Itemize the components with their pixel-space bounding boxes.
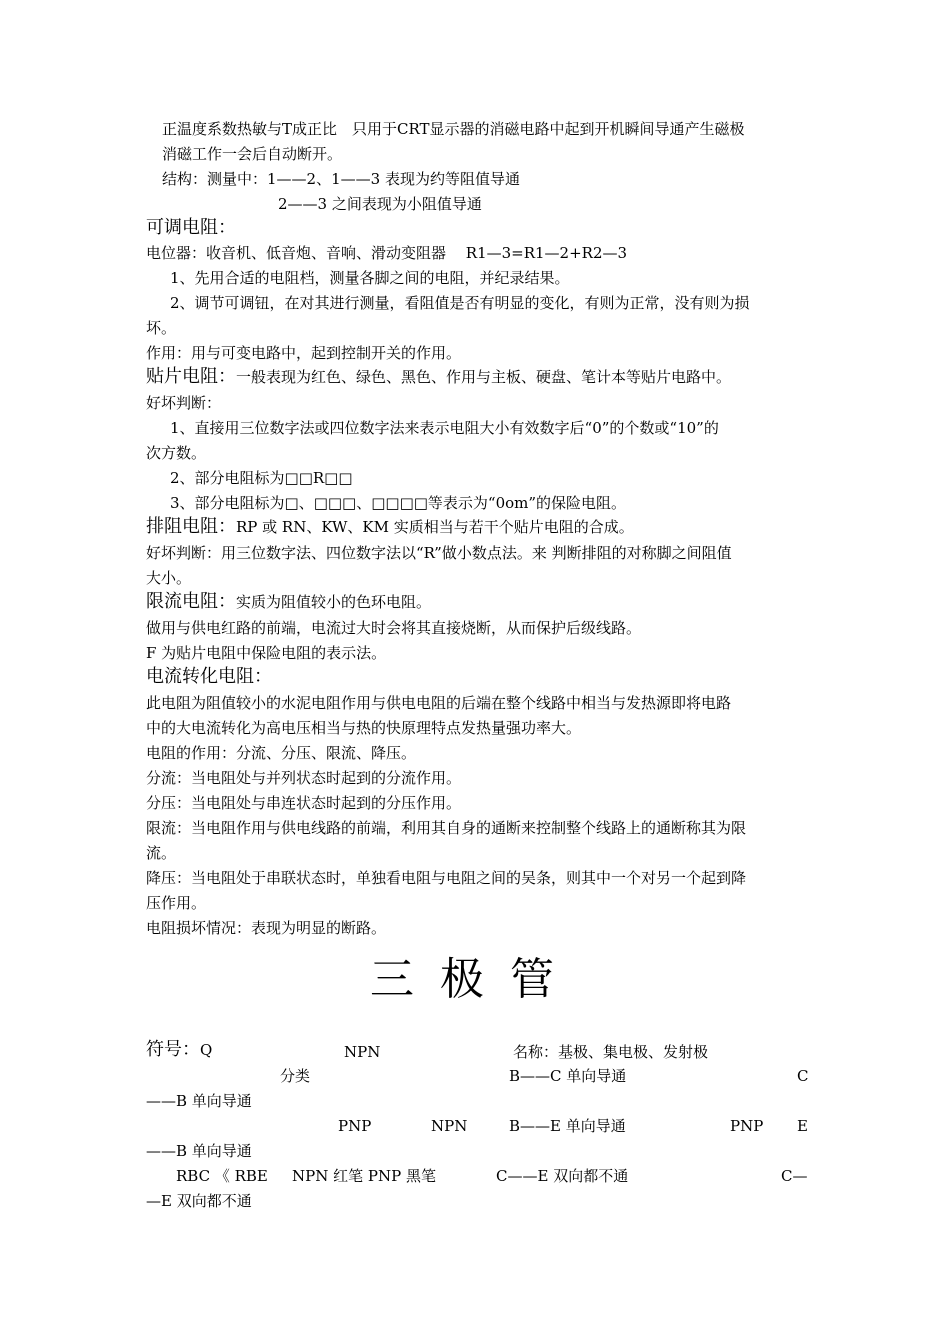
resistor-function-line: 电阻的作用：分流、分压、限流、降压。 — [146, 744, 417, 762]
ce-conduction: C——E 双向都不通 — [496, 1167, 629, 1185]
smd-resistor-line — [146, 367, 731, 387]
smd-check-2: 2、部分电阻标为□□R□□ — [170, 469, 353, 487]
limiting-usage-line: 做用与供电红路的前端，电流过大时会将其直接烧断，从而保护后级线路。 — [146, 619, 642, 637]
smd-check-label: 好坏判断： — [146, 394, 222, 412]
network-check-line: 好坏判断：用三位数字法、四位数字法以“R”做小数点法。来 判断排阻的对称脚之间阻值 — [146, 544, 732, 562]
classification-label: 分类 — [280, 1067, 311, 1085]
network-check-line-cont: 大小。 — [146, 569, 192, 587]
cb-conduction: ——B 单向导通 — [146, 1092, 252, 1110]
smd-resistor-heading: 贴片电阻： — [146, 366, 236, 387]
network-resistor-heading: 排阻电阻： — [146, 516, 236, 537]
ptc-line-1: 正温度系数热敏与T成正比 只用于CRT显示器的消磁电路中起到开机瞬间导通产生磁极 — [162, 120, 745, 138]
limiting-resistor-heading: 限流电阻： — [146, 591, 236, 612]
ec-conduction: —E 双向都不通 — [146, 1192, 252, 1210]
current-conversion-line-1: 此电阻为阻值较小的水泥电阻作用与供电电阻的后端在整个线路中相当与发热源即将电路 — [146, 694, 732, 712]
rbc-rbe-label: RBC 《 RBE — [176, 1167, 268, 1185]
ptc-structure-line-2: 2——3 之间表现为小阻值导通 — [278, 195, 482, 213]
smd-check-1-cont: 次方数。 — [146, 444, 207, 462]
c-label-2: C— — [781, 1167, 808, 1185]
potentiometer-line: 电位器：收音机、低音炮、音响、滑动变阻器 R1—3=R1—2+R2—3 — [146, 244, 628, 262]
limit-line-cont: 流。 — [146, 844, 177, 862]
step-down-line-cont: 压作用。 — [146, 894, 207, 912]
smd-resistor-desc: 一般表现为红色、绿色、黑色、作用与主板、硬盘、笔计本等贴片电路中。 — [236, 368, 732, 386]
current-conversion-line-2: 中的大电流转化为高电压相当与热的快原理特点发热量强功率大。 — [146, 719, 582, 737]
shunt-line: 分流：当电阻处与并列状态时起到的分流作用。 — [146, 769, 462, 787]
bc-conduction: B——C 单向导通 — [509, 1067, 627, 1085]
adjustable-step-1: 1、先用合适的电阻档，测量各脚之间的电阻，并纪录结果。 — [170, 269, 570, 287]
ptc-structure-line: 结构：测量中：1——2、1——3 表现为约等阻值导通 — [162, 170, 520, 188]
be-conduction: B——E 单向导通 — [509, 1117, 626, 1135]
npn-label-2: NPN — [431, 1117, 468, 1135]
section-title: 三极管 — [370, 954, 580, 1005]
pnp-label-2: PNP — [730, 1117, 764, 1135]
limiting-fuse-line: F 为贴片电阻中保险电阻的表示法。 — [146, 644, 387, 662]
network-resistor-line — [146, 517, 634, 537]
limiting-resistor-line — [146, 592, 431, 612]
test-pen-label: NPN 红笔 PNP 黑笔 — [292, 1167, 436, 1185]
c-label-1: C — [797, 1067, 809, 1085]
current-conversion-heading: 电流转化电阻： — [146, 666, 272, 687]
resistor-damage-line: 电阻损坏情况：表现为明显的断路。 — [146, 919, 387, 937]
smd-check-1: 1、直接用三位数字法或四位数字法来表示电阻大小有效数字后“0”的个数或“10”的 — [170, 419, 719, 437]
adjustable-function-line: 作用：用与可变电路中，起到控制开关的作用。 — [146, 344, 462, 362]
step-down-line: 降压：当电阻处于串联状态时，单独看电阻与电阻之间的吴条，则其中一个对另一个起到降 — [146, 869, 747, 887]
adjustable-resistor-heading: 可调电阻： — [146, 217, 236, 238]
ptc-line-2: 消磁工作一会后自动断开。 — [162, 145, 343, 163]
divider-line: 分压：当电阻处与串连状态时起到的分压作用。 — [146, 794, 462, 812]
smd-check-3: 3、部分电阻标为□、□□□、□□□□等表示为“0om”的保险电阻。 — [170, 494, 627, 512]
limit-line: 限流：当电阻作用与供电线路的前端，利用其自身的通断来控制整个线路上的通断称其为限 — [146, 819, 747, 837]
adjustable-step-2-cont: 坏。 — [146, 319, 177, 337]
adjustable-step-2: 2、调节可调钮，在对其进行测量，看阻值是否有明显的变化，有则为正常，没有则为损 — [170, 294, 750, 312]
symbol-label: 符号： — [146, 1039, 200, 1060]
network-resistor-desc: RP 或 RN、KW、KM 实质相当与若干个贴片电阻的合成。 — [236, 518, 634, 536]
limiting-resistor-desc: 实质为阻值较小的色环电阻。 — [236, 593, 432, 611]
symbol-q: Q — [200, 1041, 213, 1059]
transistor-pin-names: 名称：基极、集电极、发射极 — [513, 1043, 709, 1061]
npn-label-1: NPN — [344, 1043, 381, 1061]
e-label-1: E — [797, 1117, 808, 1135]
eb-conduction: ——B 单向导通 — [146, 1142, 252, 1160]
transistor-symbol-row — [146, 1040, 212, 1060]
pnp-label-1: PNP — [338, 1117, 372, 1135]
